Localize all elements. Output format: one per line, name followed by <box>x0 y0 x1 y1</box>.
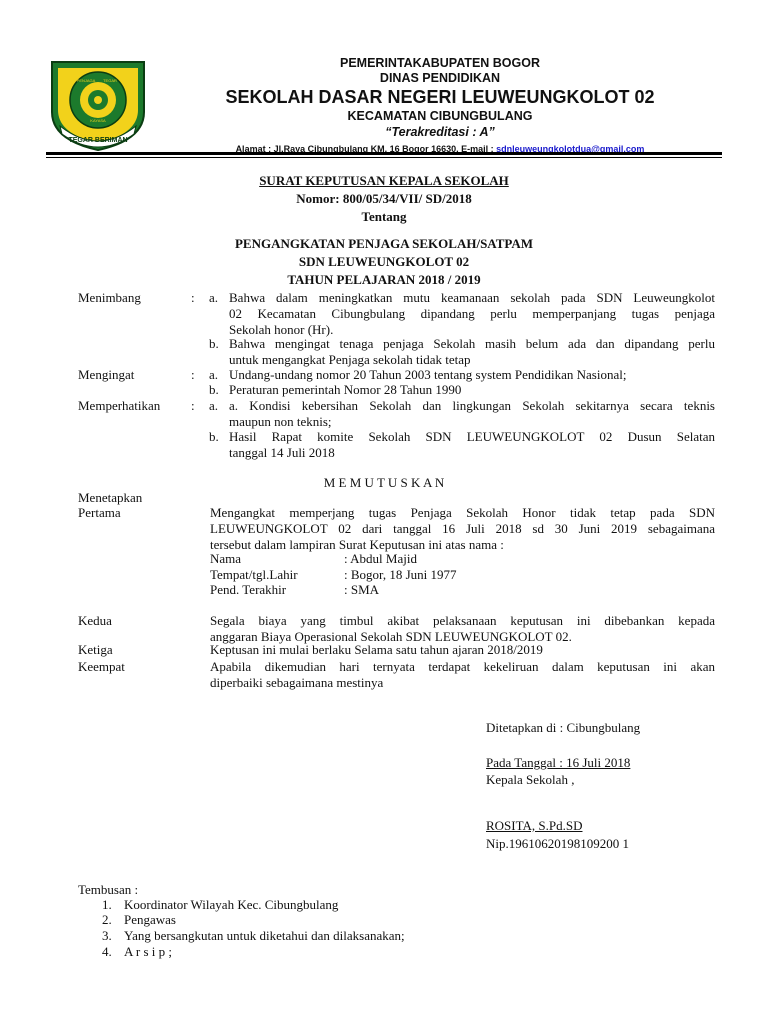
keempat-line-1: Apabila dikemudian hari ternyata terdapat kekeliruan dalam keputusan ini akan <box>210 659 715 674</box>
menimbang-a-marker: a. <box>209 290 219 305</box>
letterhead-rule-thick <box>46 152 722 155</box>
pertama-line-2: LEUWEUNGKOLOT 02 dari tanggal 16 Juli 2018 sd 30 Juni 2019 sebagaimana <box>210 521 715 536</box>
copies-item-4-text: A r s i p ; <box>124 944 173 959</box>
colon-memperhatikan: : <box>191 398 195 413</box>
subject-line-3: TAHUN PELAJARAN 2018 / 2019 <box>287 272 481 287</box>
copies-item-3-number: 3. <box>102 928 112 943</box>
document-number: Nomor: 800/05/34/VII/ SD/2018 <box>296 191 472 206</box>
letterhead <box>160 56 720 156</box>
accreditation: “Terakreditasi : A” <box>385 125 495 139</box>
menimbang-a-text <box>229 290 715 338</box>
memperhatikan-b-marker: b. <box>209 429 219 444</box>
field-name-value: : Abdul Majid <box>344 551 417 566</box>
label-kedua: Kedua <box>78 613 112 628</box>
government-name: PEMERINTAKABUPATEN BOGOR <box>340 56 540 70</box>
school-crest-logo <box>46 56 150 154</box>
memperhatikan-a-line-2: maupun non teknis; <box>229 414 332 429</box>
field-birth-key: Tempat/tgl.Lahir <box>210 567 298 582</box>
copies-item-2-text: Pengawas <box>124 912 176 927</box>
memperhatikan-a-line-1: a. Kondisi kebersihan Sekolah dan lingkungan Sekolah sekitarnya secara teknis <box>229 398 715 413</box>
label-keempat: Keempat <box>78 659 125 674</box>
keempat-line-2: diperbaiki sebagaimana mestinya <box>210 675 384 690</box>
menimbang-b-text <box>229 336 715 368</box>
memperhatikan-b-line-1: Hasil Rapat komite Sekolah SDN LEUWEUNGKOLOT 02 Dusun Selatan <box>229 429 715 444</box>
field-education-value: : SMA <box>344 582 380 597</box>
department-name: DINAS PENDIDIKAN <box>379 71 501 85</box>
copies-item-2-number: 2. <box>102 912 112 927</box>
pertama-line-3: tersebut dalam lampiran Surat Keputusan ini atas nama : <box>210 537 504 552</box>
copies-item-3-text: Yang bersangkutan untuk diketahui dan dilaksanakan; <box>124 928 405 943</box>
mengingat-a-text: Undang-undang nomor 20 Tahun 2003 tentang system Pendidikan Nasional; <box>229 367 627 382</box>
signatory-nip: Nip.19610620198109200 1 <box>486 836 629 851</box>
signature-role: Kepala Sekolah , <box>486 772 575 787</box>
logo-top-text: PENJAGA <box>76 78 96 83</box>
pertama-line-1: Mengangkat memperjang tugas Penjaga Sekolah Honor tidak tetap pada SDN <box>210 505 715 520</box>
email-link[interactable]: sdnleuweungkolotdua@gmail.com <box>496 144 645 154</box>
document-about: Tentang <box>361 209 407 224</box>
field-name-key: Nama <box>210 551 242 566</box>
label-pertama: Pertama <box>78 505 121 520</box>
menimbang-b-line-2: untuk mengangkat Penjaga sekolah tidak tetap <box>229 352 471 367</box>
mengingat-a-marker: a. <box>209 367 219 382</box>
signatory-name: ROSITA, S.Pd.SD <box>486 818 583 833</box>
mengingat-b-marker: b. <box>209 382 219 397</box>
menimbang-b-marker: b. <box>209 336 219 351</box>
logo-banner-text: TEGAR BERIMAN <box>68 137 128 144</box>
memperhatikan-a-marker: a. <box>209 398 219 413</box>
mengingat-b-text: Peraturan pemerintah Nomor 28 Tahun 1990 <box>229 382 462 397</box>
address-text: Alamat : Jl.Raya Cibungbulang KM. 16 Bogor 16630, E-mail : <box>235 144 497 154</box>
label-menimbang: Menimbang <box>78 290 141 305</box>
signature-place: Ditetapkan di : Cibungbulang <box>486 720 641 735</box>
colon-mengingat: : <box>191 367 195 382</box>
copies-item-4-number: 4. <box>102 944 112 959</box>
menimbang-a-line-3: Sekolah honor (Hr). <box>229 322 334 337</box>
pertama-text <box>210 505 715 553</box>
menimbang-a-line-2: 02 Kecamatan Cibungbulang dipandang perlu memperpanjang tugas penjaga <box>229 306 715 321</box>
kedua-line-1: Segala biaya yang timbul akibat pelaksanaan keputusan ini dibebankan kepada <box>210 613 715 628</box>
district-name: KECAMATAN CIBUNGBULANG <box>347 109 533 123</box>
logo-center-text: KAYASA <box>90 118 106 123</box>
subject-line-2: SDN LEUWEUNGKOLOT 02 <box>298 254 470 269</box>
kedua-line-2: anggaran Biaya Operasional Sekolah SDN LEUWEUNGKOLOT 02. <box>210 629 572 644</box>
letterhead-rule-thin <box>46 157 722 158</box>
field-birth-value: : Bogor, 18 Juni 1977 <box>344 567 457 582</box>
menimbang-b-line-1: Bahwa mengingat tenaga penjaga Sekolah masih belum ada dan dipandang perlu <box>229 336 715 351</box>
decision-heading: M E M U T U S K A N <box>323 475 445 490</box>
document-heading: SURAT KEPUTUSAN KEPALA SEKOLAH <box>259 173 509 188</box>
subject-line-1: PENGANGKATAN PENJAGA SEKOLAH/SATPAM <box>234 236 534 251</box>
label-mengingat: Mengingat <box>78 367 135 382</box>
copies-item-1-text: Koordinator Wilayah Kec. Cibungbulang <box>124 897 339 912</box>
field-education-key: Pend. Terakhir <box>210 582 287 597</box>
colon-menimbang: : <box>191 290 195 305</box>
keempat-text <box>210 659 715 691</box>
ketiga-text: Keptusan ini mulai berlaku Selama satu tahun ajaran 2018/2019 <box>210 642 543 657</box>
kedua-text <box>210 613 715 645</box>
memperhatikan-a-text <box>229 398 715 430</box>
memperhatikan-b-line-2: tanggal 14 Juli 2018 <box>229 445 335 460</box>
label-memperhatikan: Memperhatikan <box>78 398 161 413</box>
copies-label: Tembusan : <box>78 882 139 897</box>
memperhatikan-b-text <box>229 429 715 461</box>
signature-date: Pada Tanggal : 16 Juli 2018 <box>486 755 631 770</box>
label-ketiga: Ketiga <box>78 642 113 657</box>
menimbang-a-line-1: Bahwa dalam meningkatkan mutu keamanaan sekolah pada SDN Leuweungkolot <box>229 290 715 305</box>
school-name: SEKOLAH DASAR NEGERI LEUWEUNGKOLOT 02 <box>225 87 655 107</box>
copies-item-1-number: 1. <box>102 897 112 912</box>
label-menetapkan: Menetapkan <box>78 490 143 505</box>
logo-top-text-2: TEGAR <box>103 78 117 83</box>
